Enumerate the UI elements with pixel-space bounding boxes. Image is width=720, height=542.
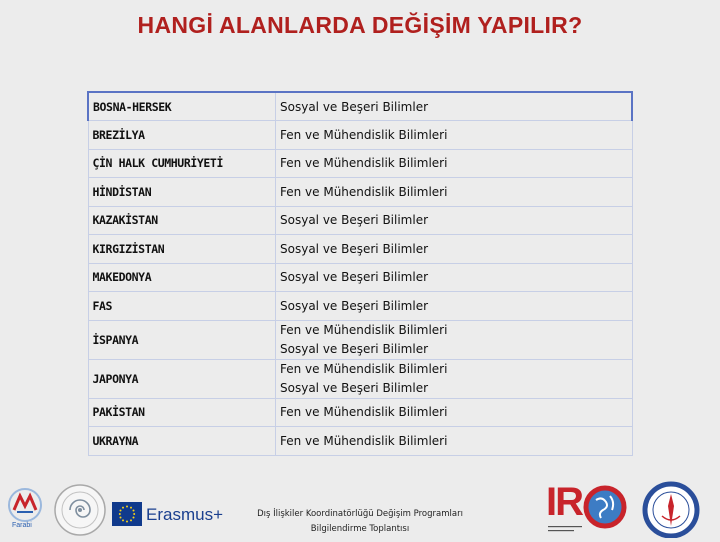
country-cell: UKRAYNA	[88, 427, 276, 456]
table-row	[88, 121, 632, 150]
erasmus-logo	[112, 502, 223, 532]
table-row	[88, 320, 632, 359]
table-row	[88, 92, 632, 121]
farabi-logo	[6, 486, 44, 532]
field-cell: Sosyal ve Beşeri Bilimler	[276, 92, 633, 121]
university-seal-icon	[640, 480, 702, 538]
footer-line-1: Dış İlişkiler Koordinatörlüğü Değişim Programları	[257, 509, 463, 519]
field-cell: Fen ve Mühendislik Bilimleri	[276, 121, 633, 150]
erasmus-label: Erasmus+	[146, 505, 223, 524]
iro-caption-mark	[548, 524, 582, 534]
footer-line-2: Bilgilendirme Toplantısı	[310, 524, 410, 534]
country-cell: İSPANYA	[88, 320, 276, 359]
country-cell: MAKEDONYA	[88, 263, 276, 292]
field-line: Sosyal ve Beşeri Bilimler	[280, 341, 429, 356]
slide-title: HANGİ ALANLARDA DEĞİŞİM YAPILIR?	[137, 12, 583, 38]
university-seal	[640, 480, 702, 538]
table-row	[88, 359, 632, 398]
exchange-fields-table	[87, 91, 633, 456]
field-cell: Fen ve Mühendislik Bilimleri	[276, 149, 633, 178]
table-row	[88, 178, 632, 207]
table-row	[88, 427, 632, 456]
iro-logo-text: IR	[546, 480, 582, 524]
spiral-logo	[52, 482, 108, 538]
country-cell: JAPONYA	[88, 359, 276, 398]
field-cell: Fen ve Mühendislik Bilimleri	[276, 178, 633, 207]
field-cell: Sosyal ve Beşeri Bilimler	[276, 263, 633, 292]
field-cell	[276, 320, 633, 359]
spiral-logo-icon	[52, 482, 108, 538]
globe-icon	[582, 484, 628, 530]
field-line: Fen ve Mühendislik Bilimleri	[280, 322, 448, 337]
table-row	[88, 398, 632, 427]
country-cell: FAS	[88, 292, 276, 321]
country-cell: HİNDİSTAN	[88, 178, 276, 207]
field-line: Fen ve Mühendislik Bilimleri	[280, 361, 448, 376]
farabi-logo-text: Farabi	[12, 522, 32, 529]
field-cell: Sosyal ve Beşeri Bilimler	[276, 235, 633, 264]
country-cell: KIRGIZİSTAN	[88, 235, 276, 264]
field-cell: Fen ve Mühendislik Bilimleri	[276, 427, 633, 456]
country-cell: PAKİSTAN	[88, 398, 276, 427]
footer-caption	[240, 507, 480, 537]
footer	[0, 478, 720, 540]
table-row	[88, 149, 632, 178]
field-cell: Fen ve Mühendislik Bilimleri	[276, 398, 633, 427]
table-row	[88, 263, 632, 292]
country-cell: BOSNA-HERSEK	[88, 92, 276, 121]
table-row	[88, 206, 632, 235]
iro-logo	[546, 480, 632, 536]
field-line: Sosyal ve Beşeri Bilimler	[280, 380, 429, 395]
country-cell: ÇİN HALK CUMHURİYETİ	[88, 149, 276, 178]
country-cell: BREZİLYA	[88, 121, 276, 150]
field-cell: Sosyal ve Beşeri Bilimler	[276, 292, 633, 321]
country-cell: KAZAKİSTAN	[88, 206, 276, 235]
field-cell	[276, 359, 633, 398]
table-row	[88, 292, 632, 321]
field-cell: Sosyal ve Beşeri Bilimler	[276, 206, 633, 235]
table-row	[88, 235, 632, 264]
eu-flag-icon	[112, 502, 142, 526]
